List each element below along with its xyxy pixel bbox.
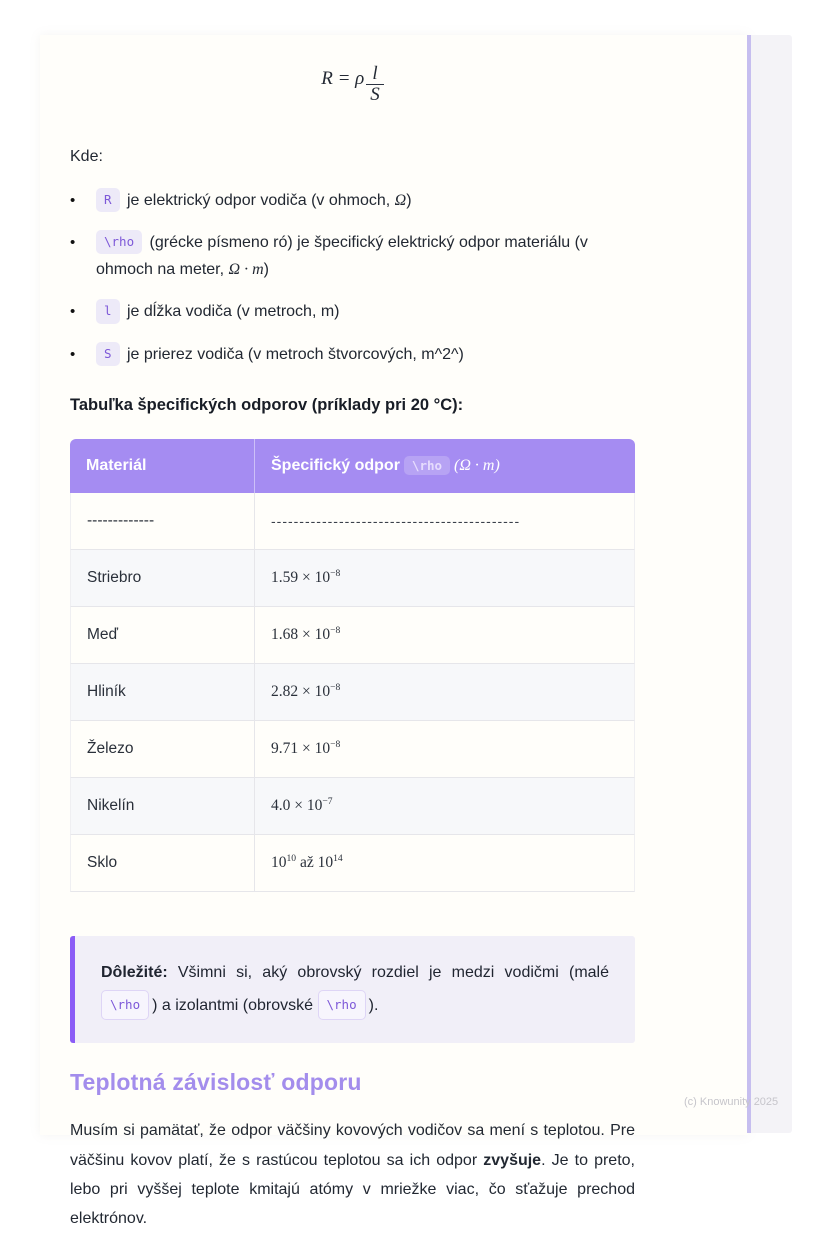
table-section-title: Tabuľka špecifických odporov (príklady pri 20 °C):: [70, 395, 464, 414]
table-row: [70, 664, 635, 721]
table-row: [70, 493, 635, 550]
bullet-icon: •: [70, 234, 76, 252]
resistivity-table: [70, 439, 635, 892]
formula-equals: =: [337, 67, 351, 89]
formula-numerator: l: [372, 63, 378, 84]
callout-text-3: ).: [368, 996, 379, 1014]
material-cell: Hliník: [70, 664, 255, 721]
inline-code: l: [96, 299, 120, 323]
callout-text-1: Všimni si, aký obrovský rozdiel je medzi vodičmi (malé: [167, 963, 609, 981]
temperature-paragraph: [70, 1116, 635, 1232]
value-text: 4.0 × 10: [271, 796, 323, 814]
resistance-formula: [70, 64, 635, 105]
resistivity-cell: [255, 664, 635, 721]
value-text: 1.59 × 10: [271, 568, 331, 586]
paragraph-text-1: Musím si pamätať, že odpor väčšiny kovových vodičov sa mení s teplotou. Pre väčšinu kovov platí, že s rastúcou teplotou sa ich odpor: [70, 1122, 635, 1169]
inline-code: S: [96, 342, 120, 366]
table-row: [70, 778, 635, 835]
resistivity-cell: [255, 835, 635, 892]
value-text: až 10: [296, 853, 334, 871]
list-item: [70, 341, 635, 368]
bullet-icon: •: [70, 303, 76, 321]
table-row: [70, 550, 635, 607]
formula-denominator: S: [366, 84, 384, 105]
formula-rho: ρ: [355, 67, 365, 89]
important-callout: [70, 936, 635, 1044]
inline-code-rho-2: \rho: [318, 990, 366, 1021]
definition-list: [70, 187, 635, 368]
math-unit: Ω · m: [228, 261, 264, 279]
page-gutter: [751, 35, 792, 1133]
bullet-icon: •: [70, 345, 76, 363]
document-page: [40, 35, 748, 1227]
resistivity-cell: [255, 607, 635, 664]
header-material: Materiál: [70, 439, 255, 493]
value-text: 2.82 × 10: [271, 682, 331, 700]
list-item-text: l je dĺžka vodiča (v metroch, m): [96, 298, 339, 325]
list-item-text: \rho (grécke písmeno ró) je špecifický elektrický odpor materiálu (v ohmoch na meter, Ω · m): [96, 229, 635, 283]
where-label: Kde:: [70, 147, 103, 165]
table-body: [70, 493, 635, 892]
table-row: [70, 835, 635, 892]
list-item-text: R je elektrický odpor vodiča (v ohmoch, Ω): [96, 187, 412, 214]
paragraph-bold: zvyšuje: [483, 1151, 542, 1169]
page-content: [40, 35, 748, 1233]
value-text: 9.71 × 10: [271, 739, 331, 757]
table-row: [70, 607, 635, 664]
exponent: 14: [333, 852, 343, 864]
material-cell: Meď: [70, 607, 255, 664]
material-cell: -------------: [70, 493, 255, 550]
formula-fraction: [366, 64, 384, 105]
inline-code-rho-header: \rho: [404, 456, 450, 475]
header-resistivity: [255, 439, 635, 493]
value-text: 10: [271, 853, 287, 871]
resistivity-cell: [255, 721, 635, 778]
math-unit: Ω: [394, 191, 407, 209]
list-item: [70, 187, 635, 214]
material-cell: Striebro: [70, 550, 255, 607]
list-item: [70, 229, 635, 283]
callout-label: Dôležité:: [101, 963, 168, 981]
header-resistivity-label: Špecifický odpor: [271, 456, 400, 474]
resistivity-cell: [255, 493, 635, 550]
exponent: −7: [322, 795, 333, 807]
material-cell: Nikelín: [70, 778, 255, 835]
inline-code: R: [96, 188, 120, 212]
resistivity-cell: [255, 550, 635, 607]
paragraph-text-2: . Je to preto, lebo pri vyššej teplote kmitajú atómy v mriežke viac, čo sťažuje prechod elektrónov.: [70, 1151, 635, 1227]
resistivity-cell: [255, 778, 635, 835]
inline-code: \rho: [96, 230, 142, 254]
callout-text-2: ) a izolantmi (obrovské: [152, 996, 318, 1014]
material-cell: Železo: [70, 721, 255, 778]
material-cell: Sklo: [70, 835, 255, 892]
bullet-icon: •: [70, 191, 76, 209]
table-header-row: [70, 439, 635, 493]
value-text: --------------------------------------------: [271, 512, 521, 529]
formula-lhs: R: [321, 67, 333, 89]
copyright-watermark: (c) Knowunity 2025: [684, 1096, 779, 1108]
exponent: −8: [330, 681, 341, 693]
header-unit: (Ω · m): [454, 456, 500, 474]
exponent: −8: [330, 738, 341, 750]
table-row: [70, 721, 635, 778]
table-head: [70, 439, 635, 493]
temperature-heading: Teplotná závislosť odporu: [70, 1069, 362, 1096]
list-item-text: S je prierez vodiča (v metroch štvorcových, m^2^): [96, 341, 464, 368]
exponent: 10: [286, 852, 297, 864]
value-text: 1.68 × 10: [271, 625, 331, 643]
list-item: [70, 298, 635, 325]
inline-code-rho-1: \rho: [101, 990, 149, 1021]
exponent: −8: [330, 567, 341, 579]
exponent: −8: [330, 624, 341, 636]
